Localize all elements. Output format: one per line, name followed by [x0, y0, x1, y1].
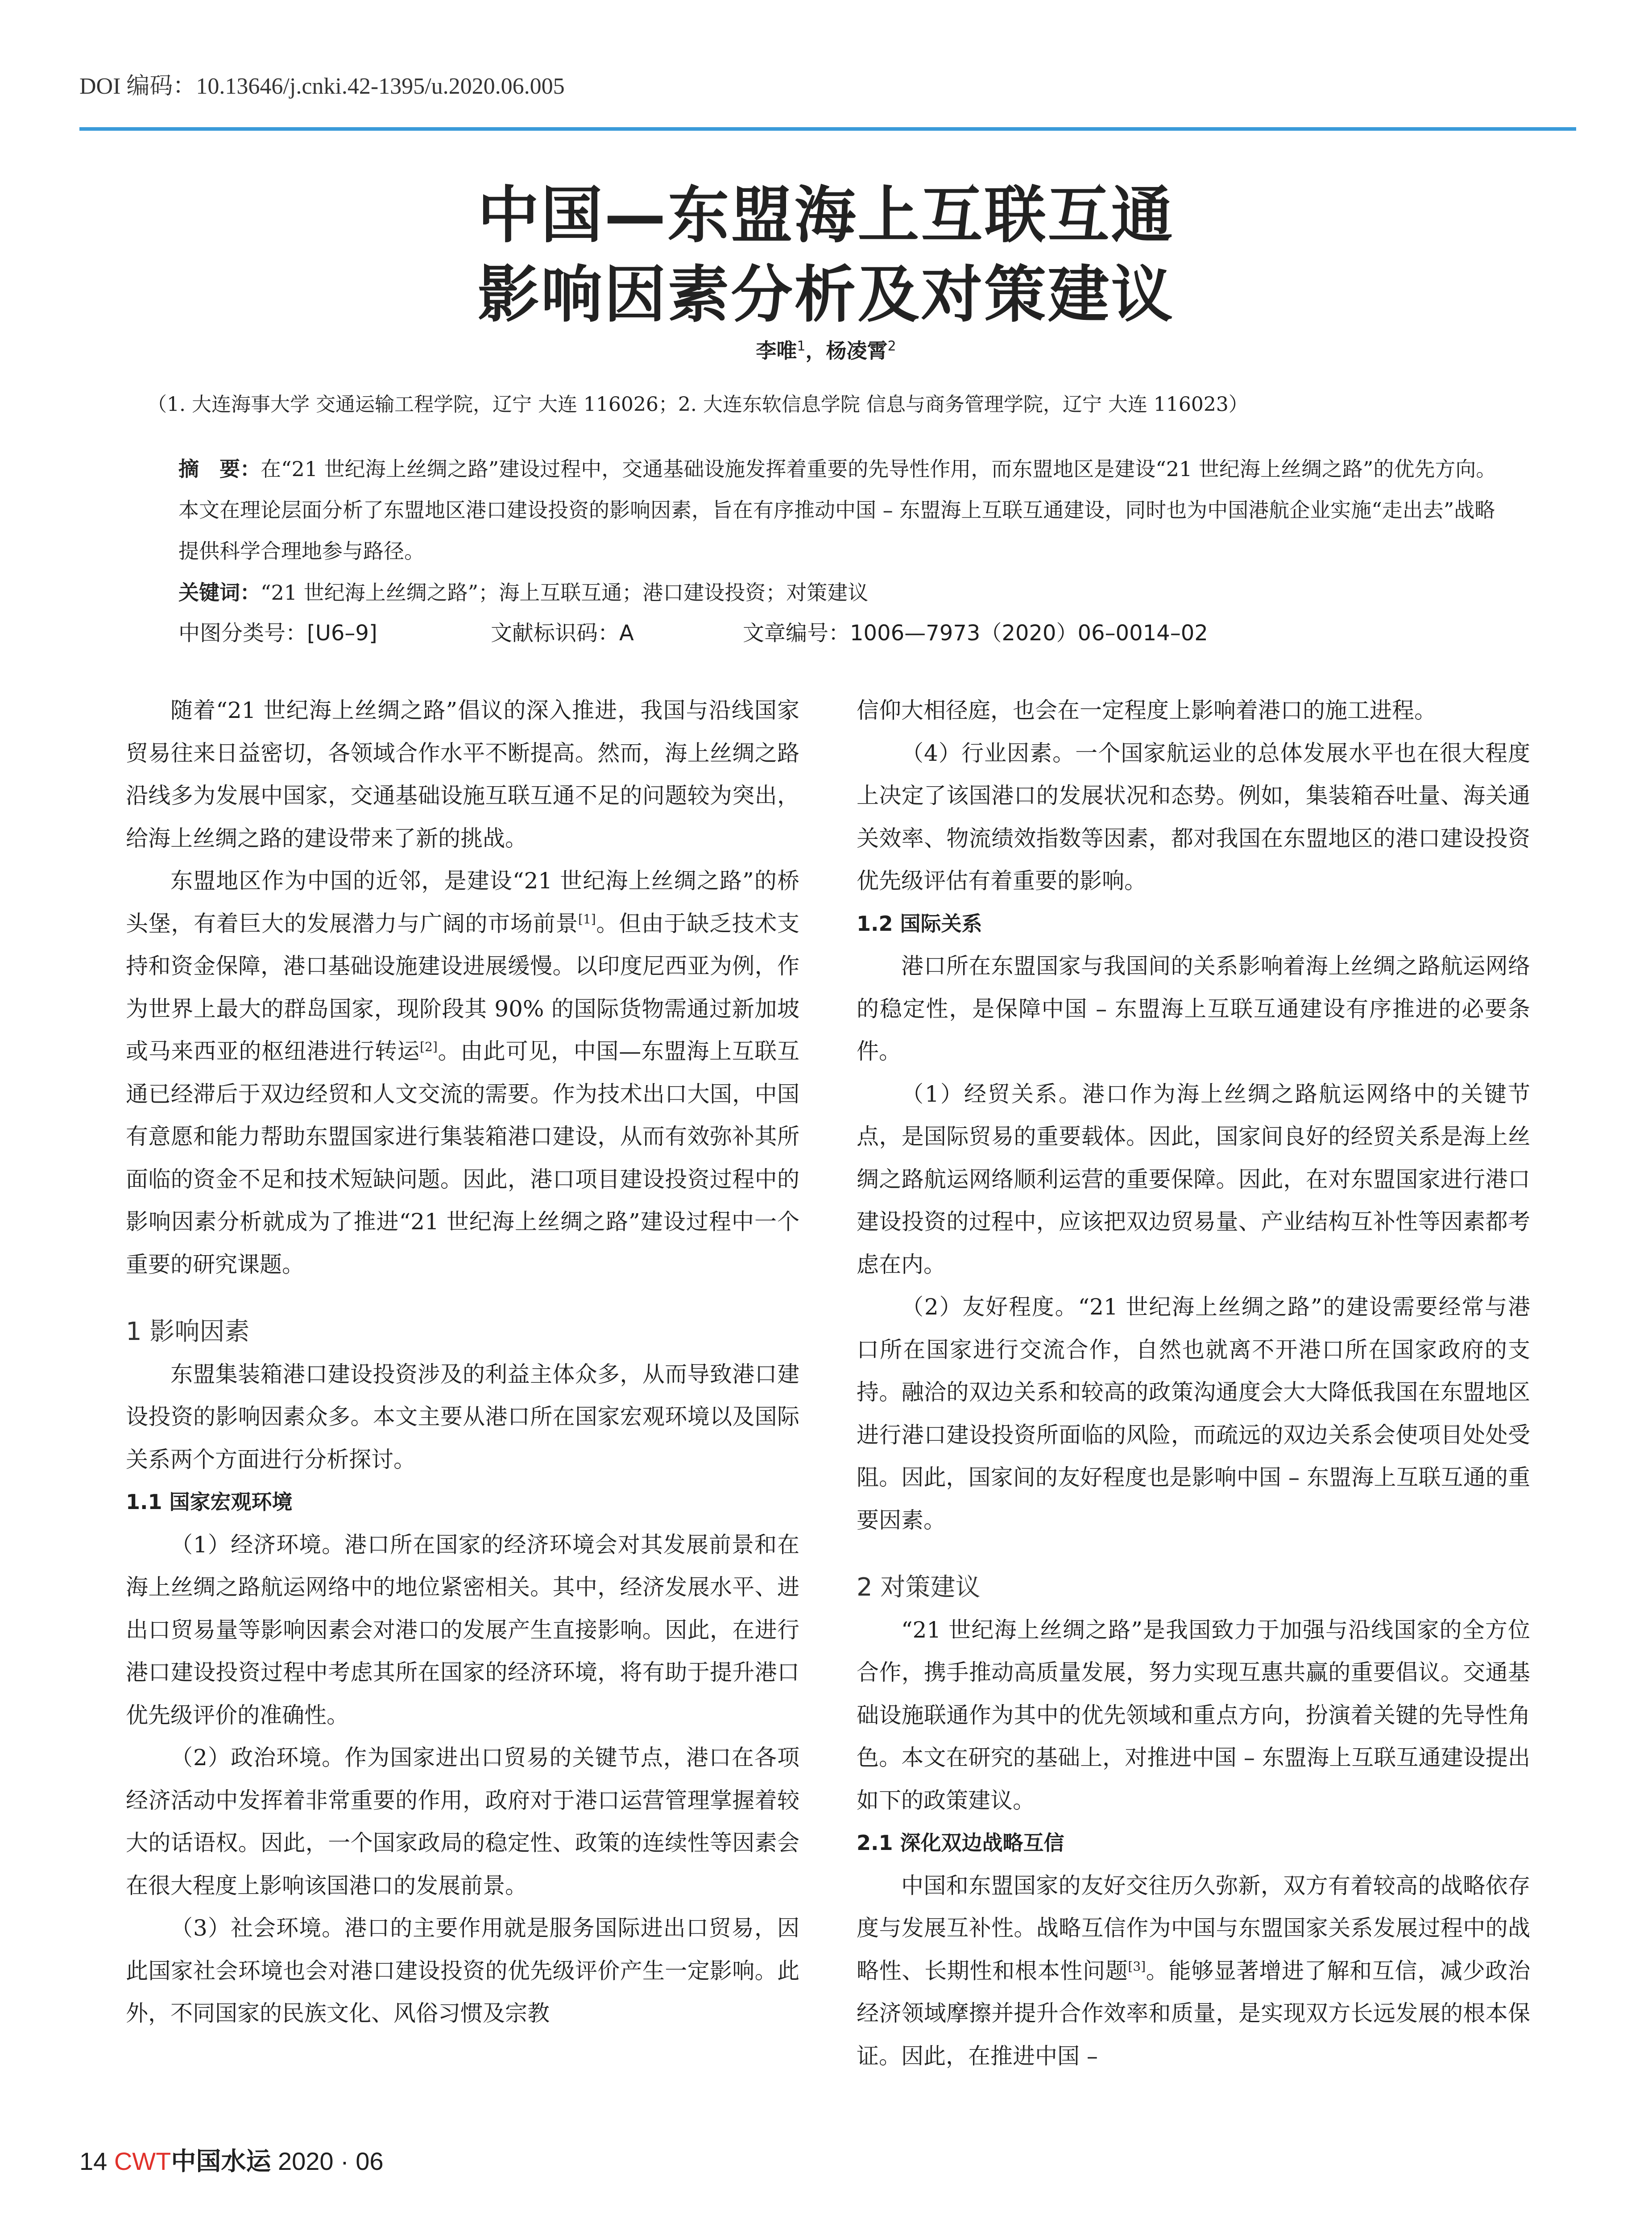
paragraph: 信仰大相径庭，也会在一定程度上影响着港口的施工进程。 — [857, 697, 1437, 723]
page-number: 14 — [79, 2147, 108, 2175]
abstract-text: 在“21 世纪海上丝绸之路”建设过程中，交通基础设施发挥着重要的先导性作用，而东盟地区是建设“21 世纪海上丝绸之路”的优先方向。本文在理论层面分析了东盟地区港口建设投资的影响因素，旨在有序推动中国 – 东盟海上互联互通建设，同时也为中国港航企业实施“走出去”战略提供科学合理地参与路径。 — [178, 457, 1497, 563]
keywords-text: “21 世纪海上丝绸之路”；海上互联互通；港口建设投资；对策建议 — [261, 581, 869, 605]
citation-2: [2] — [420, 1039, 438, 1054]
cwt-logo: CWT — [114, 2147, 171, 2175]
text-run: 。能够显著增进了解和互信，减少政治经济领域摩擦并提升合作效率和质量，是实现双方长远发展的根本保证。因此，在推进中国 – — [857, 1957, 1531, 2069]
header-rule — [79, 127, 1576, 131]
left-column — [126, 689, 799, 2035]
paragraph: （1）经贸关系。港口作为海上丝绸之路航运网络中的关键节点，是国际贸易的重要载体。因此，国家间良好的经贸关系是海上丝绸之路航运网络顺利运营的重要保障。因此，在对东盟国家进行港口建设投资的过程中，应该把双边贸易量、产业结构互补性等因素都考虑在内。 — [857, 1081, 1530, 1277]
abstract-label: 摘 要： — [178, 457, 261, 481]
text-run: 中国和东盟国家的友好交往历久弥新，双方有着较高的战略依存度与发展互补性。战略互信作为中国与东盟国家关系发展过程中的战略性、长期性和根本性问题 — [857, 1872, 1530, 1984]
affiliations: （1. 大连海事大学 交通运输工程学院，辽宁 大连 116026；2. 大连东软信息学院 信息与商务管理学院，辽宁 大连 116023） — [147, 393, 1248, 416]
text-run: 。但由于缺乏技术支持和资金保障，港口基础设施建设进展缓慢。以印度尼西亚为例，作为世界上最大的群岛国家，现阶段其 90% 的国际货物需通过新加坡或马来西亚的枢纽港进行转运 — [126, 910, 800, 1064]
citation-1: [1] — [578, 911, 596, 926]
paragraph: 港口所在东盟国家与我国间的关系影响着海上丝绸之路航运网络的稳定性，是保障中国 – 东盟海上互联互通建设有序推进的必要条件。 — [857, 953, 1530, 1064]
author-1-affil-mark: 1 — [797, 338, 806, 354]
magazine-name: 中国水运 — [171, 2147, 271, 2176]
text-run: 东盟地区作为中国的近邻，是建设“21 世纪海上丝绸之路”的桥头堡，有着巨大的发展潜力与广阔的市场前景 — [126, 868, 799, 937]
section-heading-1: 1 影响因素 — [126, 1317, 250, 1346]
author-separator: ， — [805, 339, 826, 363]
subsection-heading-2-1: 2.1 深化双边战略互信 — [857, 1831, 1064, 1855]
document-code: 文献标识码：A — [491, 621, 634, 646]
paragraph: “21 世纪海上丝绸之路”是我国致力于加强与沿线国家的全方位合作，携手推动高质量发展，努力实现互惠共赢的重要倡议。交通基础设施联通作为其中的优先领域和重点方向，扮演着关键的先导性角色。本文在研究的基础上，对推进中国 – 东盟海上互联互通建设提出如下的政策建议。 — [857, 1617, 1530, 1813]
paragraph: 东盟集装箱港口建设投资涉及的利益主体众多，从而导致港口建设投资的影响因素众多。本文主要从港口所在国家宏观环境以及国际关系两个方面进行分析探讨。 — [126, 1361, 799, 1472]
right-column — [857, 689, 1530, 2078]
title-line-2: 影响因素分析及对策建议 — [477, 259, 1175, 331]
doi-line: DOI 编码：10.13646/j.cnki.42-1395/u.2020.06.005 — [79, 74, 565, 99]
paragraph: （1）经济环境。港口所在国家的经济环境会对其发展前景和在海上丝绸之路航运网络中的地位紧密相关。其中，经济发展水平、进出口贸易量等影响因素会对港口的发展产生直接影响。因此，在进行港口建设投资过程中考虑其所在国家的经济环境，将有助于提升港口优先级评价的准确性。 — [126, 1531, 799, 1728]
paragraph: 随着“21 世纪海上丝绸之路”倡议的深入推进，我国与沿线国家贸易往来日益密切，各领域合作水平不断提高。然而，海上丝绸之路沿线多为发展中国家，交通基础设施互联互通不足的问题较为突出，给海上丝绸之路的建设带来了新的挑战。 — [126, 697, 799, 851]
author-2: 杨凌霄 — [826, 339, 888, 363]
keywords-label: 关键词： — [178, 581, 261, 605]
issue-number: 2020 · 06 — [277, 2147, 384, 2175]
author-2-affil-mark: 2 — [887, 338, 896, 354]
article-number: 文章编号：1006—7973（2020）06–0014–02 — [743, 621, 1208, 646]
paragraph: （2）友好程度。“21 世纪海上丝绸之路”的建设需要经常与港口所在国家进行交流合作，自然也就离不开港口所在国家政府的支持。融洽的双边关系和较高的政策沟通度会大大降低我国在东盟地区进行港口建设投资所面临的风险，而疏远的双边关系会使项目处处受阻。因此，国家间的友好程度也是影响中国 – 东盟海上互联互通的重要因素。 — [857, 1294, 1530, 1533]
page-footer — [79, 2142, 384, 2177]
subsection-heading-1-1: 1.1 国家宏观环境 — [126, 1490, 293, 1514]
paragraph: （2）政治环境。作为国家进出口贸易的关键节点，港口在各项经济活动中发挥着非常重要的作用，政府对于港口运营管理掌握着较大的话语权。因此，一个国家政局的稳定性、政策的连续性等因素会在很大程度上影响该国港口的发展前景。 — [126, 1745, 799, 1899]
paragraph — [857, 1865, 1530, 2078]
paragraph: （4）行业因素。一个国家航运业的总体发展水平也在很大程度上决定了该国港口的发展状况和态势。例如，集装箱吞吐量、海关通关效率、物流绩效指数等因素，都对我国在东盟地区的港口建设投资优先级评估有着重要的影响。 — [857, 740, 1530, 894]
authors — [0, 335, 1652, 364]
title-line-1: 中国—东盟海上互联互通 — [477, 179, 1175, 251]
text-run: 。由此可见，中国—东盟海上互联互通已经滞后于双边经贸和人文交流的需要。作为技术出口大国，中国有意愿和能力帮助东盟国家进行集装箱港口建设，从而有效弥补其所面临的资金不足和技术短缺问题。因此，港口项目建设投资过程中的影响因素分析就成为了推进“21 世纪海上丝绸之路”建设过程中一个重要的研究课题。 — [126, 1038, 800, 1277]
paragraph: （3）社会环境。港口的主要作用就是服务国际进出口贸易，因此国家社会环境也会对港口建设投资的优先级评价产生一定影响。此外，不同国家的民族文化、风俗习惯及宗教 — [126, 1915, 799, 2026]
section-heading-2: 2 对策建议 — [857, 1573, 981, 1602]
author-1: 李唯 — [756, 339, 797, 363]
keywords — [178, 572, 1499, 613]
paragraph — [126, 860, 799, 1286]
abstract — [178, 448, 1499, 572]
citation-3: [3] — [1128, 1958, 1146, 1974]
subsection-heading-1-2: 1.2 国际关系 — [857, 911, 982, 936]
clc-number: 中图分类号：[U6–9] — [178, 621, 377, 646]
